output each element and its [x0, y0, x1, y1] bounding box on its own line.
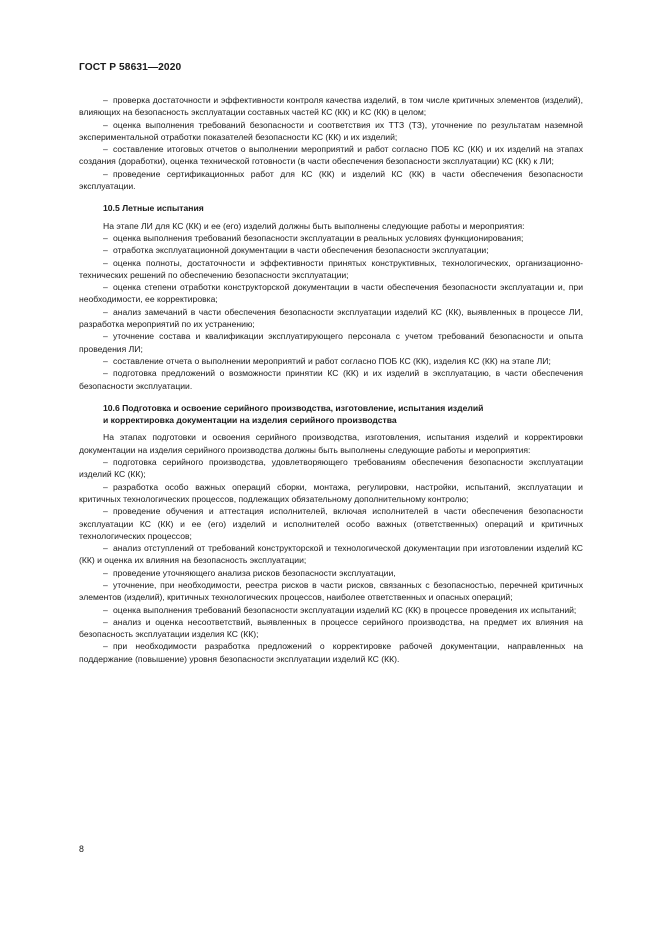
list-item: – анализ замечаний в части обеспечения безопасности эксплуатации изделий КС (КК), выявленных в процессе ЛИ, разработка мероприятий по их устранению;: [79, 306, 583, 331]
list-item: – анализ отступлений от требований конструкторской и технологической документации при изготовлении изделий КС (КК) и оценка их влияния на безопасность эксплуатации;: [79, 542, 583, 567]
list-item: – разработка особо важных операций сборки, монтажа, регулировки, настройки, испытаний, эксплуатации и критичных технологических процессов, подлежащих обязательному дополнительному контролю;: [79, 481, 583, 506]
list-item: – оценка выполнения требований безопасности эксплуатации в реальных условиях функционирования;: [79, 232, 583, 244]
list-item: – отработка эксплуатационной документации в части обеспечения безопасности эксплуатации;: [79, 244, 583, 256]
list-item: – оценка выполнения требований безопасности эксплуатации изделий КС (КК) в процессе проведения их испытаний;: [79, 604, 583, 616]
document-code: ГОСТ Р 58631—2020: [79, 62, 182, 73]
list-item: – составление отчета о выполнении мероприятий и работ согласно ПОБ КС (КК), изделия КС (КК) на этапе ЛИ;: [79, 355, 583, 367]
section-heading-10-5: 10.5 Летные испытания: [103, 203, 204, 214]
list-item: – анализ и оценка несоответствий, выявленных в процессе серийного производства, на предмет их влияния на безопасность эксплуатации изделия КС (КК);: [79, 616, 583, 641]
section-heading-10-6: [79, 402, 583, 427]
list-item: – проведение обучения и аттестация исполнителей, включая исполнителей в части обеспечения безопасности эксплуатации КС (КК) и ее (его) изделий и исполнителей особо важных (ответственных) операций и критичных технологических процессов;: [79, 505, 583, 542]
list-item: – составление итоговых отчетов о выполнении мероприятий и работ согласно ПОБ КС (КК) и их изделий на этапах создания (доработки), оценка технической готовности (в части обеспечения безопасности эксплуатации) КС (КК) к ЛИ;: [79, 143, 583, 168]
section-heading-line: 10.6 Подготовка и освоение серийного производства, изготовление, испытания изделий: [103, 402, 484, 413]
list-item: – подготовка предложений о возможности принятии КС (КК) и их изделий в эксплуатацию, в части обеспечения безопасности эксплуатации.: [79, 367, 583, 392]
list-item: – оценка полноты, достаточности и эффективности принятых конструктивных, технологических, организационно-технических решений по обеспечению безопасности эксплуатации;: [79, 257, 583, 282]
list-item: – оценка выполнения требований безопасности и соответствия их ТТЗ (ТЗ), уточнение по результатам наземной экспериментальной отработки показателей безопасности КС (КК) и их изделий;: [79, 119, 583, 144]
list-item: – оценка степени отработки конструкторской документации в части обеспечения безопасности эксплуатации и, при необходимости, ее корректировка;: [79, 281, 583, 306]
list-item: – проведение сертификационных работ для КС (КК) и изделий КС (КК) в части обеспечения безопасности эксплуатации.: [79, 168, 583, 193]
list-item: – уточнение, при необходимости, реестра рисков в части рисков, связанных с безопасностью, перечней критичных элементов (изделий), критичных технологических процессов, наиболее ответственных и опасных операций;: [79, 579, 583, 604]
page-number: 8: [79, 844, 84, 854]
list-item: – при необходимости разработка предложений о корректировке рабочей документации, направленных на поддержание (повышение) уровня безопасности эксплуатации изделий КС (КК).: [79, 640, 583, 665]
list-item: – уточнение состава и квалификации эксплуатирующего персонала с учетом требований безопасности и опыта проведения ЛИ;: [79, 330, 583, 355]
list-item: – проверка достаточности и эффективности контроля качества изделий, в том числе критичных элементов (изделий), влияющих на безопасность эксплуатации составных частей КС (КК) и КС (КК) в целом;: [79, 94, 583, 119]
list-item: – подготовка серийного производства, удовлетворяющего требованиям обеспечения безопасности эксплуатации изделий КС (КК);: [79, 456, 583, 481]
section-heading-line: и корректировка документации на изделия серийного производства: [103, 415, 397, 426]
document-body: [79, 94, 583, 665]
section-lead: На этапах подготовки и освоения серийного производства, изготовления, испытания изделий и корректировки документации на изделия серийного производства должны быть выполнены следующие работы и мероприятия:: [79, 432, 583, 455]
section-lead: На этапе ЛИ для КС (КК) и ее (его) изделий должны быть выполнены следующие работы и мероприятия:: [103, 220, 525, 231]
list-item: – проведение уточняющего анализа рисков безопасности эксплуатации,: [79, 567, 583, 579]
